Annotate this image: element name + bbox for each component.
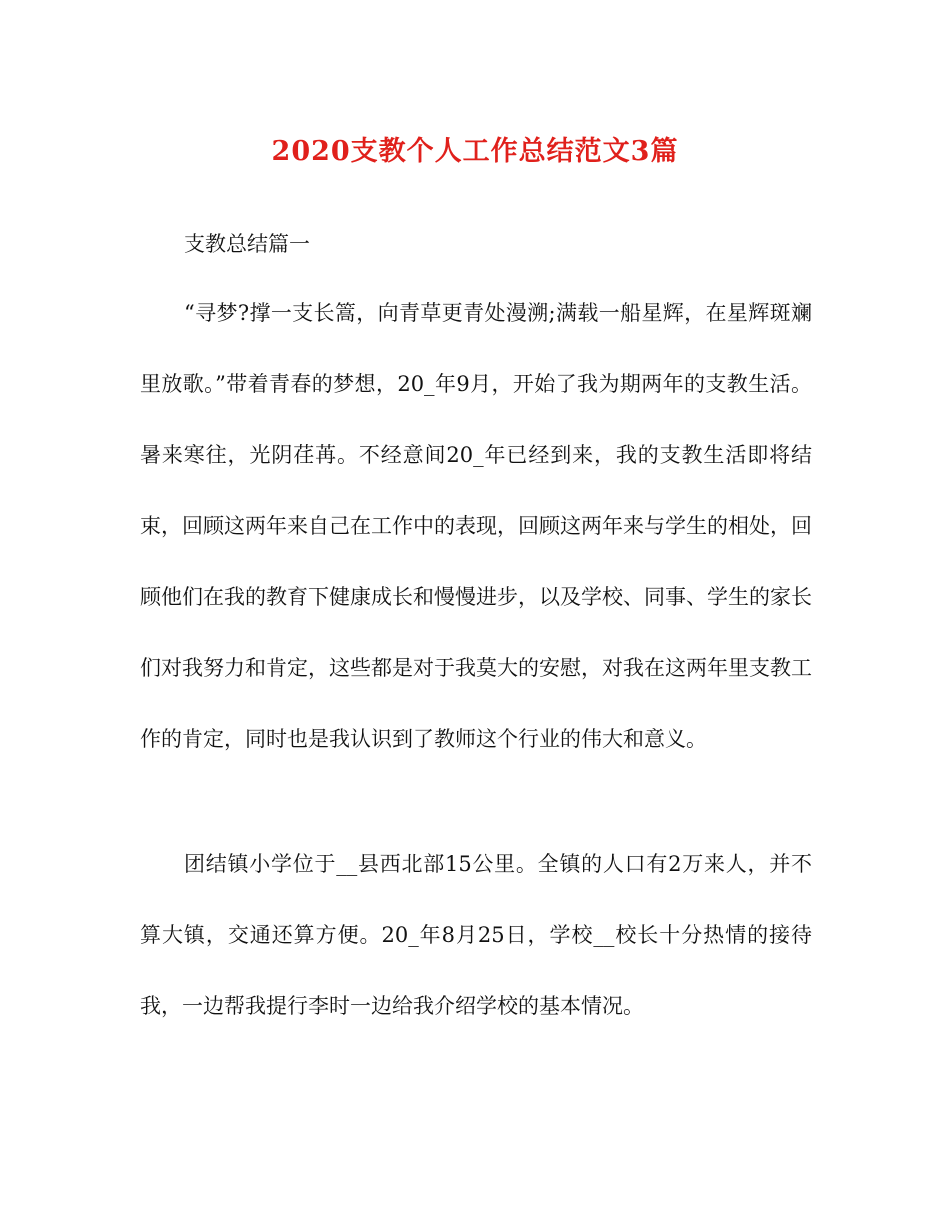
paragraph-2: 团结镇小学位于__县西北部15公里。全镇的人口有2万来人，并不算大镇，交通还算方便。20_年8月25日，学校__校长十分热情的接待我，一边帮我提行李时一边给我介绍学校的基本情况。: [140, 852, 812, 1018]
section-heading: 支教总结篇一: [184, 232, 310, 256]
document-title: 2020支教个人工作总结范文3篇: [271, 136, 679, 167]
paragraph-1: “寻梦?撑一支长篙，向青草更青处漫溯;满载一船星辉，在星辉斑斓里放歌。”带着青春的梦想，20_年9月，开始了我为期两年的支教生活。暑来寒往，光阴荏苒。不经意间20_年已经到来，我的支教生活即将结束，回顾这两年来自己在工作中的表现，回顾这两年来与学生的相处，回顾他们在我的教育下健康成长和慢慢进步，以及学校、同事、学生的家长们对我努力和肯定，这些都是对于我莫大的安慰，对我在这两年里支教工作的肯定，同时也是我认识到了教师这个行业的伟大和意义。: [140, 301, 812, 751]
